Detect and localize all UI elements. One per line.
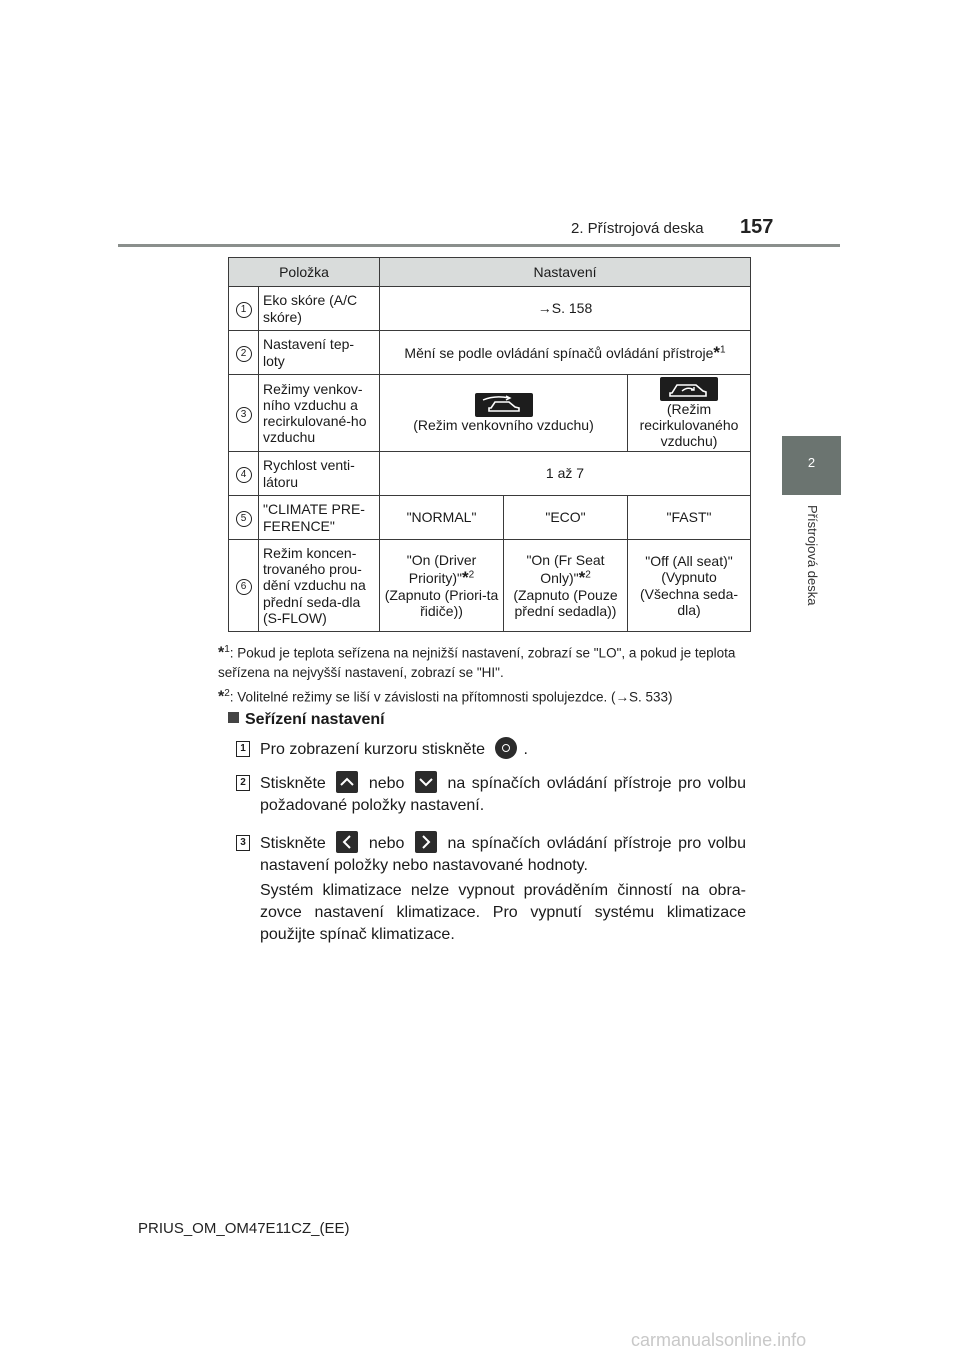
- option-label: (Režim recirkulovaného vzduchu): [639, 400, 739, 450]
- footnote-ref: 2: [585, 569, 591, 581]
- footnote-star: *: [218, 688, 225, 706]
- footnote-ref: 2: [468, 569, 475, 581]
- row-value: 1 až 7: [380, 452, 751, 496]
- option-recirc-air: [628, 375, 751, 452]
- step-3-note: Systém klimatizace nelze vypnout prováděním činností na obra-zovce nastavení klimatizace. Pro vypnutí systému klimatizace použijte spínač klimatizace.: [260, 882, 746, 943]
- section-heading: [228, 711, 385, 729]
- row-value-text: Mění se podle ovládání spínačů ovládání přístroje: [404, 344, 714, 361]
- footnote-mark: 1: [224, 644, 230, 655]
- option-translation: (Zapnuto (Pouze přední sedadla)): [513, 587, 618, 620]
- chevron-left-icon: [336, 831, 358, 853]
- option-fast: "FAST": [628, 496, 751, 540]
- row-value: [380, 331, 751, 375]
- row-number: 2: [236, 346, 252, 362]
- option-label: "On (Fr Seat Only)": [526, 551, 605, 586]
- table-header-row: [229, 258, 751, 287]
- step-text: nebo: [368, 835, 405, 852]
- step-1-text: [260, 737, 746, 761]
- footnote-1: [218, 640, 748, 682]
- row-number: 1: [236, 302, 252, 318]
- step-text: nebo: [368, 775, 405, 792]
- option-outside-air: [380, 375, 628, 452]
- row-number: 4: [236, 467, 252, 483]
- step-number: 3: [236, 835, 250, 851]
- step-text: .: [523, 741, 528, 758]
- option-off-all-seats: [628, 540, 751, 632]
- table-row: [229, 331, 751, 375]
- footer-model-code: PRIUS_OM_OM47E11CZ_(EE): [138, 1220, 350, 1237]
- table-row: [229, 540, 751, 632]
- row-name: Eko skóre (A/C skóre): [259, 287, 380, 331]
- row-value: →S. 158: [380, 287, 751, 331]
- row-name: Rychlost venti-látoru: [259, 452, 380, 496]
- page-number: 157: [740, 216, 774, 238]
- chapter-label: Přístrojová deska: [805, 505, 820, 606]
- col-setting-header: Nastavení: [380, 258, 751, 287]
- col-item-header: Položka: [229, 258, 380, 287]
- option-eco: "ECO": [504, 496, 628, 540]
- watermark: carmanualsonline.info: [631, 1330, 807, 1350]
- footnote-text: : Pokud je teplota seřízena na nejnižší nastavení, zobrazí se "LO", a pokud je teplota seřízena na nejvyšší nastavení, zobrazí se "HI".: [218, 645, 736, 680]
- row-number: 6: [236, 579, 252, 595]
- step-number: 2: [236, 775, 250, 791]
- option-label: "On (Driver Priority)": [406, 551, 477, 586]
- step-2-text: [260, 771, 746, 817]
- step-text: Stiskněte: [260, 775, 326, 792]
- row-name: "CLIMATE PRE-FERENCE": [259, 496, 380, 540]
- footnote-star: *: [462, 567, 469, 587]
- row-name: Režimy venkov-ního vzduchu a recirkulované-ho vzduchu: [259, 375, 380, 452]
- table-row: [229, 287, 751, 331]
- ok-button-icon: [495, 737, 517, 759]
- footnote-text: : Volitelné režimy se liší v závislosti na přítomnosti spolujezdce. (→S. 533): [229, 689, 673, 705]
- footnote-star: *: [713, 342, 721, 362]
- header-rule: [118, 244, 840, 247]
- table-row: [229, 375, 751, 452]
- step-text: Pro zobrazení kurzoru stiskněte: [260, 741, 485, 758]
- bullet-square-icon: [228, 712, 239, 723]
- option-translation: (Zapnuto (Priori-ta řidiče)): [384, 587, 499, 620]
- option-label: (Režim venkovního vzduchu): [413, 416, 594, 433]
- table-row: [229, 452, 751, 496]
- footnote-2: [218, 684, 748, 707]
- chapter-tab: [782, 436, 841, 495]
- footnote-star: *: [218, 644, 225, 662]
- section-title: 2. Přístrojová deska: [571, 220, 704, 237]
- chevron-right-icon: [415, 831, 437, 853]
- option-driver-priority: [380, 540, 504, 632]
- option-translation: (Vypnuto (Všechna seda-dla): [639, 569, 739, 618]
- row-number: 3: [236, 407, 252, 423]
- row-name: Režim koncen-trovaného prou-dění vzduchu na přední seda-dla (S-FLOW): [259, 540, 380, 632]
- footnote-star: *: [578, 567, 586, 587]
- step-text: Stiskněte: [260, 835, 326, 852]
- step-3-text: [260, 831, 746, 877]
- footnote-ref: 1: [720, 344, 726, 356]
- option-label: "Off (All seat)": [645, 553, 733, 570]
- chevron-up-icon: [336, 771, 358, 793]
- footnote-mark: 2: [224, 688, 230, 699]
- chapter-number: 2: [807, 455, 816, 470]
- step-number: 1: [236, 741, 250, 757]
- recirculation-icon: [660, 377, 718, 401]
- step-text: na spínačích ovládání přístroje pro volbu požadované položky nastavení.: [260, 775, 746, 814]
- step-text: na spínačích ovládání přístroje pro volbu nastavení položky nebo nastavované hodnoty.: [260, 835, 746, 874]
- row-name: Nastavení tep-loty: [259, 331, 380, 375]
- table-row: [229, 496, 751, 540]
- option-front-seat-only: [504, 540, 628, 632]
- chevron-down-icon: [415, 771, 437, 793]
- option-normal: "NORMAL": [380, 496, 504, 540]
- outside-air-icon: [475, 393, 533, 417]
- settings-table: [228, 257, 751, 632]
- row-number: 5: [236, 511, 252, 527]
- section-heading-text: Seřízení nastavení: [245, 711, 385, 728]
